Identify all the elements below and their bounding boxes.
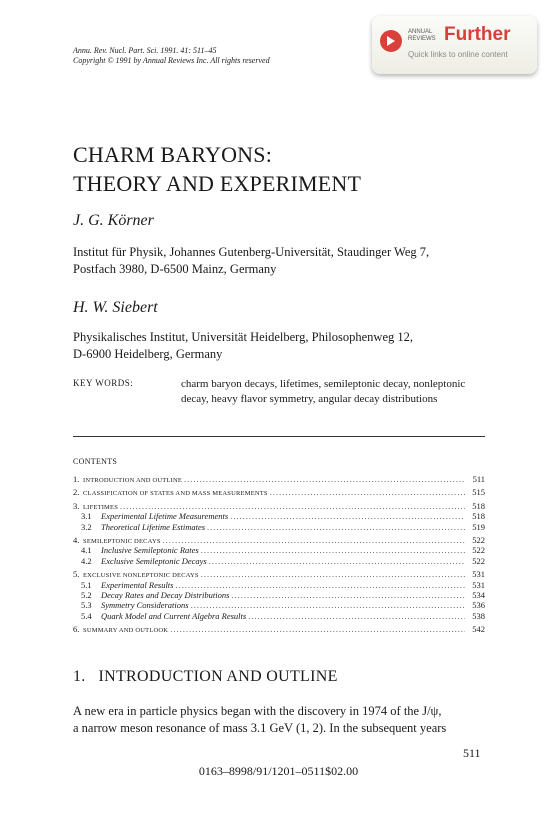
leader-dots xyxy=(191,600,465,610)
leader-dots xyxy=(170,624,465,634)
leader-dots xyxy=(230,511,465,521)
further-sublabel: Quick links to online content xyxy=(408,50,508,59)
leader-dots xyxy=(207,522,465,532)
toc-subentry[interactable]: 5.3 Symmetry Considerations ..... 536 xyxy=(73,600,485,610)
toc-entry[interactable]: 1. INTRODUCTION AND OUTLINE ..... 511 xyxy=(73,474,485,484)
leader-dots xyxy=(209,556,465,566)
leader-dots xyxy=(201,545,465,555)
leader-dots xyxy=(270,487,465,497)
article-title xyxy=(73,140,361,198)
leader-dots xyxy=(231,590,465,600)
leader-dots xyxy=(120,501,465,511)
contents-heading: CONTENTS xyxy=(73,457,118,466)
leader-dots xyxy=(175,580,465,590)
further-badge[interactable] xyxy=(372,16,537,74)
journal-line-1: Annu. Rev. Nucl. Part. Sci. 1991. 41: 511–45 xyxy=(73,46,217,55)
author-name: J. G. Körner xyxy=(73,212,154,229)
journal-citation xyxy=(73,46,270,66)
annual-reviews-wordmark: ANNUAL REVIEWS xyxy=(408,29,436,42)
keywords-label: KEY WORDS: xyxy=(73,378,134,388)
further-label: Further xyxy=(444,24,511,45)
leader-dots xyxy=(163,535,465,545)
toc-subentry[interactable]: 3.1 Experimental Lifetime Measurements ..... 518 xyxy=(73,511,485,521)
leader-dots xyxy=(248,611,465,621)
body-paragraph: A new era in particle physics began with the discovery in 1974 of the J/ψ, a narrow meson resonance of mass 3.1 GeV (1, 2). In the subsequent years xyxy=(73,704,447,735)
toc-entry[interactable]: 4. SEMILEPTONIC DECAYS ..... 522 xyxy=(73,535,485,545)
title-line-2: THEORY AND EXPERIMENT xyxy=(73,171,362,196)
toc-subentry[interactable]: 5.2 Decay Rates and Decay Distributions ..... 534 xyxy=(73,590,485,600)
toc-subentry[interactable]: 5.4 Quark Model and Current Algebra Results ..... 538 xyxy=(73,611,485,621)
author-affiliation: Physikalisches Institut, Universität Heidelberg, Philosophenweg 12, D-6900 Heidelberg, Germany xyxy=(73,330,414,361)
divider xyxy=(73,436,485,437)
toc-subentry[interactable]: 4.2 Exclusive Semileptonic Decays ..... 522 xyxy=(73,556,485,566)
page-number: 511 xyxy=(463,746,481,760)
table-of-contents xyxy=(73,474,485,634)
section-heading: 1. INTRODUCTION AND OUTLINE xyxy=(73,668,338,685)
toc-entry[interactable]: 3. LIFETIMES ..... 518 xyxy=(73,501,485,511)
toc-subentry[interactable]: 4.1 Inclusive Semileptonic Rates ..... 522 xyxy=(73,545,485,555)
toc-subentry[interactable]: 5.1 Experimental Results ..... 531 xyxy=(73,580,485,590)
annual-reviews-logo-icon xyxy=(380,30,402,52)
title-line-1: CHARM BARYONS: xyxy=(73,142,273,167)
author-name: H. W. Siebert xyxy=(73,299,158,316)
toc-entry[interactable]: 6. SUMMARY AND OUTLOOK ..... 542 xyxy=(73,624,485,634)
toc-subentry[interactable]: 3.2 Theoretical Lifetime Estimates ..... 519 xyxy=(73,522,485,532)
toc-entry[interactable]: 5. EXCLUSIVE NONLEPTONIC DECAYS ..... 531 xyxy=(73,569,485,579)
author-affiliation: Institut für Physik, Johannes Gutenberg-Universität, Staudinger Weg 7, Postfach 3980, D-6500 Mainz, Germany xyxy=(73,245,430,276)
journal-line-2: Copyright © 1991 by Annual Reviews Inc. All rights reserved xyxy=(73,56,270,65)
footer-code: 0163–8998/91/1201–0511$02.00 xyxy=(198,764,359,778)
leader-dots xyxy=(184,474,465,484)
toc-entry[interactable]: 2. CLASSIFICATION OF STATES AND MASS MEASUREMENTS ..... 515 xyxy=(73,487,485,497)
keywords-text: charm baryon decays, lifetimes, semileptonic decay, nonleptonic decay, heavy flavor symmetry, angular decay distributions xyxy=(181,378,466,405)
leader-dots xyxy=(201,569,465,579)
